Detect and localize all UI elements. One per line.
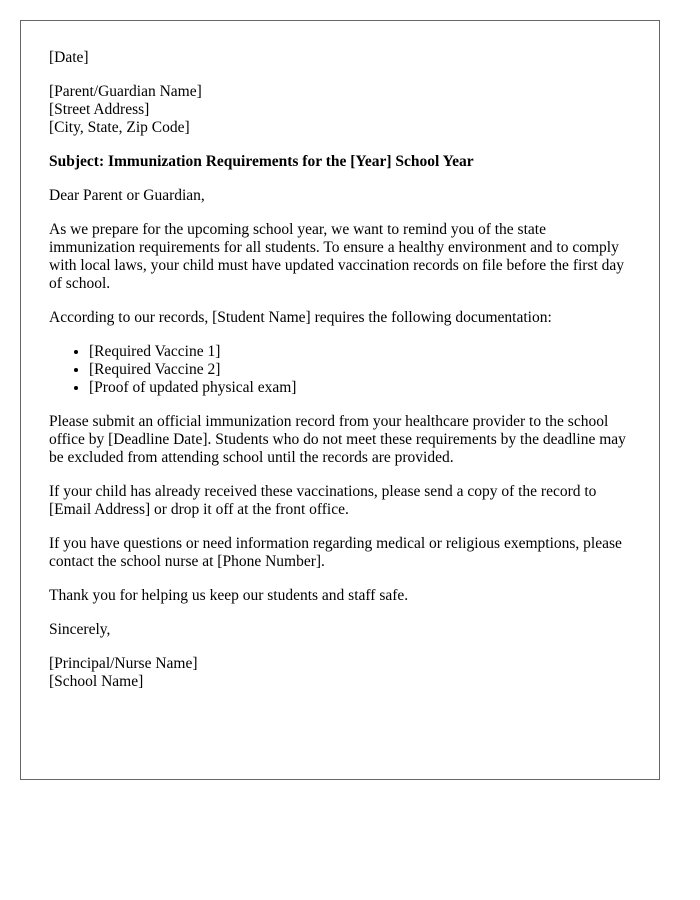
letter-subject: Subject: Immunization Requirements for the [Year] School Year [49,153,474,170]
list-item: • [Required Vaccine 1] [89,343,631,361]
signature-name: [Principal/Nurse Name] [49,655,198,672]
intro-paragraph: As we prepare for the upcoming school year, we want to remind you of the state immunization requirements for all students. To ensure a healthy environment and to comply with local laws, your child must have updated vaccination records on file before the first day of school. [49,221,625,292]
records-paragraph: According to our records, [Student Name] requires the following documentation: [49,309,552,326]
list-item: • [Required Vaccine 2] [89,361,631,379]
recipient-name: [Parent/Guardian Name] [49,83,202,100]
recipient-address-block [49,83,631,137]
signature-school: [School Name] [49,673,144,690]
letter-closing: Sincerely, [49,621,111,638]
questions-paragraph: If you have questions or need information regarding medical or religious exemptions, please contact the school nurse at [Phone Number]. [49,535,622,570]
received-paragraph: If your child has already received these vaccinations, please send a copy of the record to [Email Address] or drop it off at the front office. [49,483,597,518]
letter-salutation: Dear Parent or Guardian, [49,187,205,204]
signature-block [49,655,631,691]
recipient-street: [Street Address] [49,101,150,118]
letter-date: [Date] [49,49,89,66]
thanks-paragraph: Thank you for helping us keep our students and staff safe. [49,587,409,604]
list-item: • [Proof of updated physical exam] [89,379,631,397]
recipient-city-line: [City, State, Zip Code] [49,119,190,136]
letter-page [20,20,660,780]
required-documents-list [49,343,631,397]
submit-paragraph: Please submit an official immunization record from your healthcare provider to the school office by [Deadline Date]. Students who do not meet these requirements by the deadline may be excluded from attending school until the records are provided. [49,413,626,466]
